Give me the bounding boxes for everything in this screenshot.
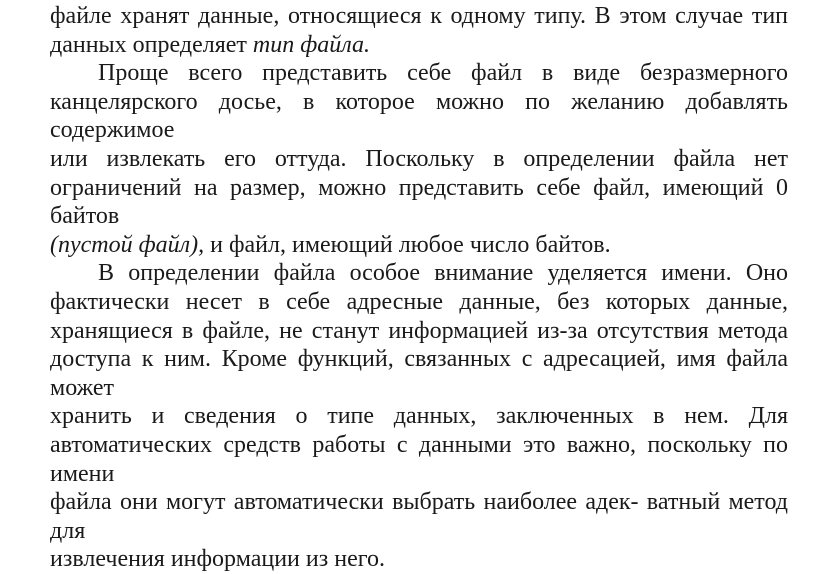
text-line (50, 174, 788, 231)
text-run: данных определяет (50, 31, 253, 58)
paragraph (50, 59, 788, 259)
paragraph (50, 259, 788, 574)
text-line (50, 345, 788, 402)
text-line (50, 488, 788, 545)
text-line (50, 402, 788, 431)
text-line (50, 317, 788, 346)
text-run: автоматических средств работы с данными это важно, поскольку по имени (50, 431, 788, 487)
text-run: файле хранят данные, относящиеся к одному типу. В этом случае тип (50, 3, 788, 29)
paragraph (50, 2, 788, 59)
text-run: ограничений на размер, можно представить себе файл, имеющий 0 байтов (50, 174, 788, 230)
text-line (50, 231, 788, 260)
italic-term: тип файла. (252, 31, 371, 58)
text-run: и файл, имеющий любое число байтов. (204, 231, 611, 258)
text-line (50, 59, 788, 88)
text-run: канцелярского досье, в которое можно по желанию добавлять содержимое (50, 88, 788, 144)
text-line (50, 431, 788, 488)
text-line (50, 31, 788, 60)
text-run: извлечения информации из него. (50, 546, 385, 573)
text-line (50, 2, 788, 31)
italic-term: (пустой файл), (50, 231, 205, 258)
text-run: хранить и сведения о типе данных, заключенных в нем. Для (50, 403, 788, 430)
text-run: доступа к ним. Кроме функций, связанных с адресацией, имя файла может (50, 346, 788, 401)
text-run: В определении файла особое внимание уделяется имени. Оно (98, 260, 788, 287)
text-line (50, 88, 788, 145)
text-line (50, 545, 788, 574)
text-line (50, 259, 788, 288)
text-run: или извлекать его оттуда. Поскольку в определении файла нет (50, 145, 788, 172)
text-run: файла они могут автоматически выбрать наиболее адек- ватный метод для (50, 489, 788, 544)
text-line (50, 145, 788, 174)
text-run: фактически несет в себе адресные данные, без которых данные, (50, 288, 788, 315)
text-run: Проще всего представить себе файл в виде безразмерного (98, 60, 788, 87)
text-line (50, 288, 788, 317)
text-run: хранящиеся в файле, не станут информацией из-за отсутствия метода (50, 317, 788, 344)
